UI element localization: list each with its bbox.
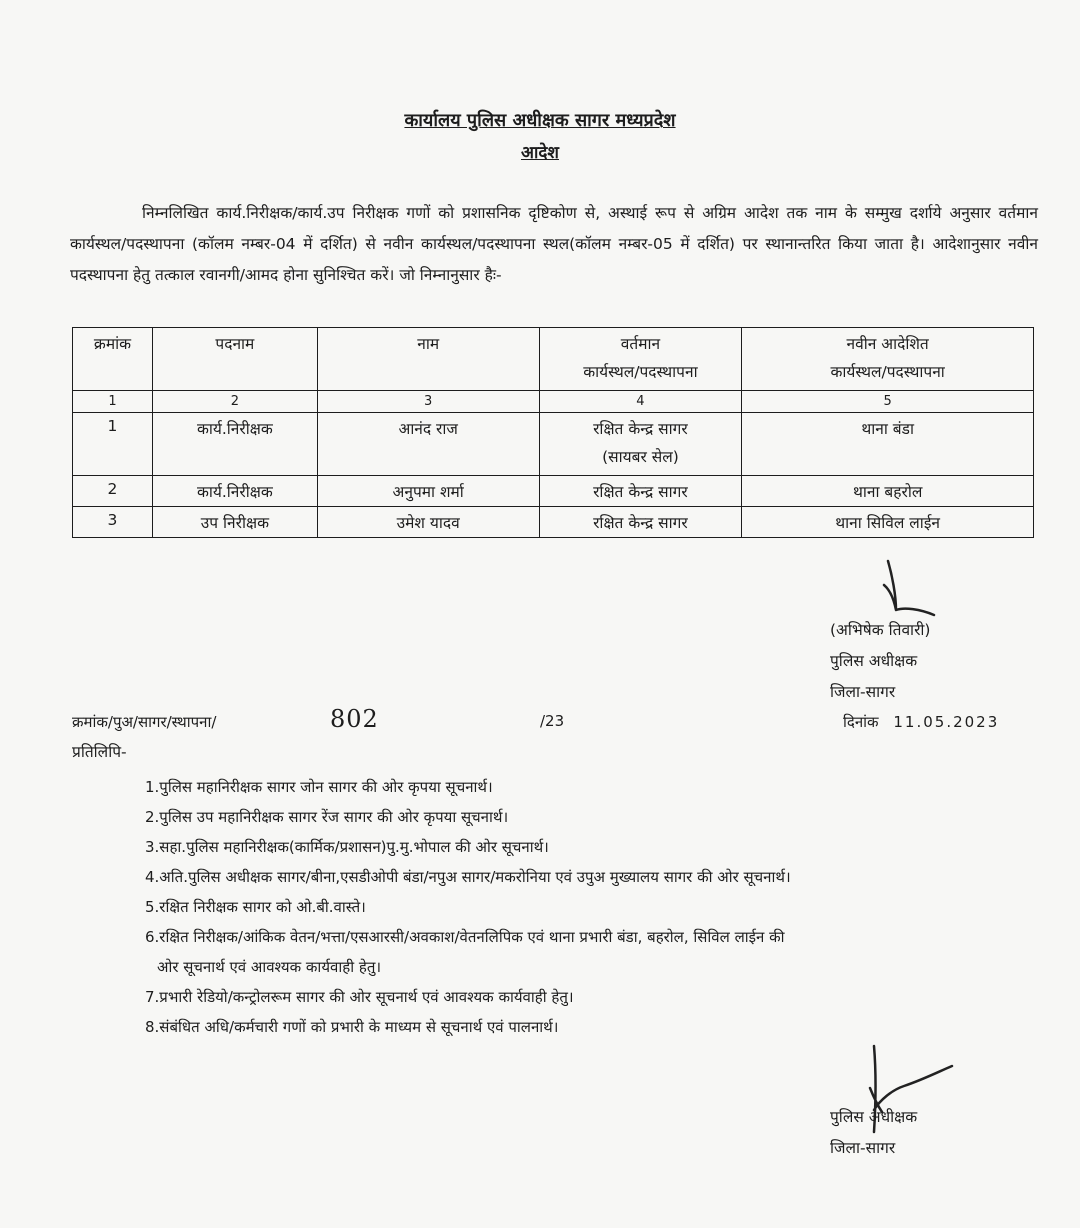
column-number: 1	[73, 391, 153, 413]
table-row	[73, 476, 1034, 507]
reference-date	[843, 712, 999, 732]
column-number-row	[73, 391, 1034, 413]
signatory-designation: पुलिस अधीक्षक	[830, 652, 918, 670]
cell-serial: 2	[73, 476, 153, 507]
date-value: 11.05.2023	[893, 713, 1000, 731]
cell-current-posting	[539, 413, 742, 476]
cell-current-posting: रक्षित केन्द्र सागर	[539, 507, 742, 538]
header-current-posting	[539, 328, 742, 391]
signature-block-bottom	[830, 1102, 917, 1164]
header-new-posting	[742, 328, 1034, 391]
list-item	[145, 832, 1035, 862]
table-row	[73, 413, 1034, 476]
copy-text: 2.पुलिस उप महानिरीक्षक सागर रेंज सागर की ओर कृपया सूचनार्थ।	[145, 808, 509, 826]
copy-text: 8.संबंधित अधि/कर्मचारी गणों को प्रभारी के माध्यम से सूचनार्थ एवं पालनार्थ।	[145, 1018, 559, 1036]
transfer-table	[72, 327, 1034, 538]
signatory-designation: पुलिस अधीक्षक	[830, 1108, 918, 1126]
copy-text-continuation: ओर सूचनार्थ एवं आवश्यक कार्यवाही हेतु।	[157, 958, 382, 976]
reference-prefix: क्रमांक/पुअ/सागर/स्थापना/	[72, 713, 217, 731]
cell-designation: कार्य.निरीक्षक	[152, 476, 317, 507]
cell-name: उमेश यादव	[317, 507, 539, 538]
cell-designation: उप निरीक्षक	[152, 507, 317, 538]
cell-new-posting: थाना बंडा	[742, 413, 1034, 476]
list-item	[145, 922, 1035, 982]
header-serial: क्रमांक	[73, 328, 153, 391]
header-designation: पदनाम	[152, 328, 317, 391]
column-number: 3	[317, 391, 539, 413]
reference-year: /23	[540, 712, 565, 730]
date-label: दिनांक	[843, 713, 879, 731]
signatory-district: जिला-सागर	[830, 1139, 896, 1157]
cell-new-posting: थाना सिविल लाईन	[742, 507, 1034, 538]
office-title: कार्यालय पुलिस अधीक्षक सागर मध्यप्रदेश	[404, 110, 676, 131]
list-item	[145, 862, 1035, 892]
cell-serial: 1	[73, 413, 153, 476]
signatory-district: जिला-सागर	[830, 683, 896, 701]
list-item	[145, 892, 1035, 922]
cell-current-main: रक्षित केन्द्र सागर	[593, 420, 688, 438]
cell-new-posting: थाना बहरोल	[742, 476, 1034, 507]
cell-serial: 3	[73, 507, 153, 538]
table-row	[73, 507, 1034, 538]
cell-designation: कार्य.निरीक्षक	[152, 413, 317, 476]
column-number: 2	[152, 391, 317, 413]
header-new-line1: नवीन आदेशित	[846, 335, 929, 353]
copy-text: 1.पुलिस महानिरीक्षक सागर जोन सागर की ओर कृपया सूचनार्थ।	[145, 778, 493, 796]
column-number: 5	[742, 391, 1034, 413]
table-header-row	[73, 328, 1034, 391]
copy-text: 5.रक्षित निरीक्षक सागर को ओ.बी.वास्ते।	[145, 898, 366, 916]
list-item	[145, 772, 1035, 802]
cell-current-sub: (सायबर सेल)	[602, 448, 679, 466]
header-current-line2: कार्यस्थल/पदस्थापना	[583, 363, 698, 381]
list-item	[145, 1012, 1035, 1042]
header-name: नाम	[317, 328, 539, 391]
intro-paragraph: निम्नलिखित कार्य.निरीक्षक/कार्य.उप निरीक्षक गणों को प्रशासनिक दृष्टिकोण से, अस्थाई रूप से अग्रिम आदेश तक नाम के सम्मुख दर्शाये अनुसार वर्तमान कार्यस्थल/पदस्थापना (कॉलम नम्बर-04 में दर्शित) से नवीन कार्यस्थल/पदस्थापना स्थल(कॉलम नम्बर-05 में दर्शित) पर स्थानान्तरित किया जाता है। आदेशानुसार नवीन पदस्थापना हेतु तत्काल रवानगी/आमद होना सुनिश्चित करें। जो निम्नानुसार हैः-	[70, 204, 1038, 284]
header-new-line2: कार्यस्थल/पदस्थापना	[830, 363, 945, 381]
copy-text: 6.रक्षित निरीक्षक/आंकिक वेतन/भत्ता/एसआरसी/अवकाश/वेतनलिपिक एवं थाना प्रभारी बंडा, बहरोल, सिविल लाईन की	[145, 928, 785, 946]
copy-text: 3.सहा.पुलिस महानिरीक्षक(कार्मिक/प्रशासन)पु.मु.भोपाल की ओर सूचनार्थ।	[145, 838, 549, 856]
column-number: 4	[539, 391, 742, 413]
copy-label: प्रतिलिपि-	[72, 743, 127, 761]
signatory-name: (अभिषेक तिवारी)	[830, 621, 931, 639]
copy-text: 4.अति.पुलिस अधीक्षक सागर/बीना,एसडीओपी बंडा/नपुअ सागर/मकरोनिया एवं उपुअ मुख्यालय सागर की ओर सूचनार्थ।	[145, 868, 791, 886]
list-item	[145, 982, 1035, 1012]
order-title: आदेश	[521, 143, 559, 163]
cell-current-posting: रक्षित केन्द्र सागर	[539, 476, 742, 507]
header-current-line1: वर्तमान	[620, 335, 661, 353]
cell-name: अनुपमा शर्मा	[317, 476, 539, 507]
copy-text: 7.प्रभारी रेडियो/कन्ट्रोलरूम सागर की ओर सूचनार्थ एवं आवश्यक कार्यवाही हेतु।	[145, 988, 574, 1006]
reference-number: 802	[330, 705, 379, 733]
list-item	[145, 802, 1035, 832]
signature-block-top	[830, 615, 930, 708]
cell-name: आनंद राज	[317, 413, 539, 476]
copy-list	[145, 772, 1035, 1042]
